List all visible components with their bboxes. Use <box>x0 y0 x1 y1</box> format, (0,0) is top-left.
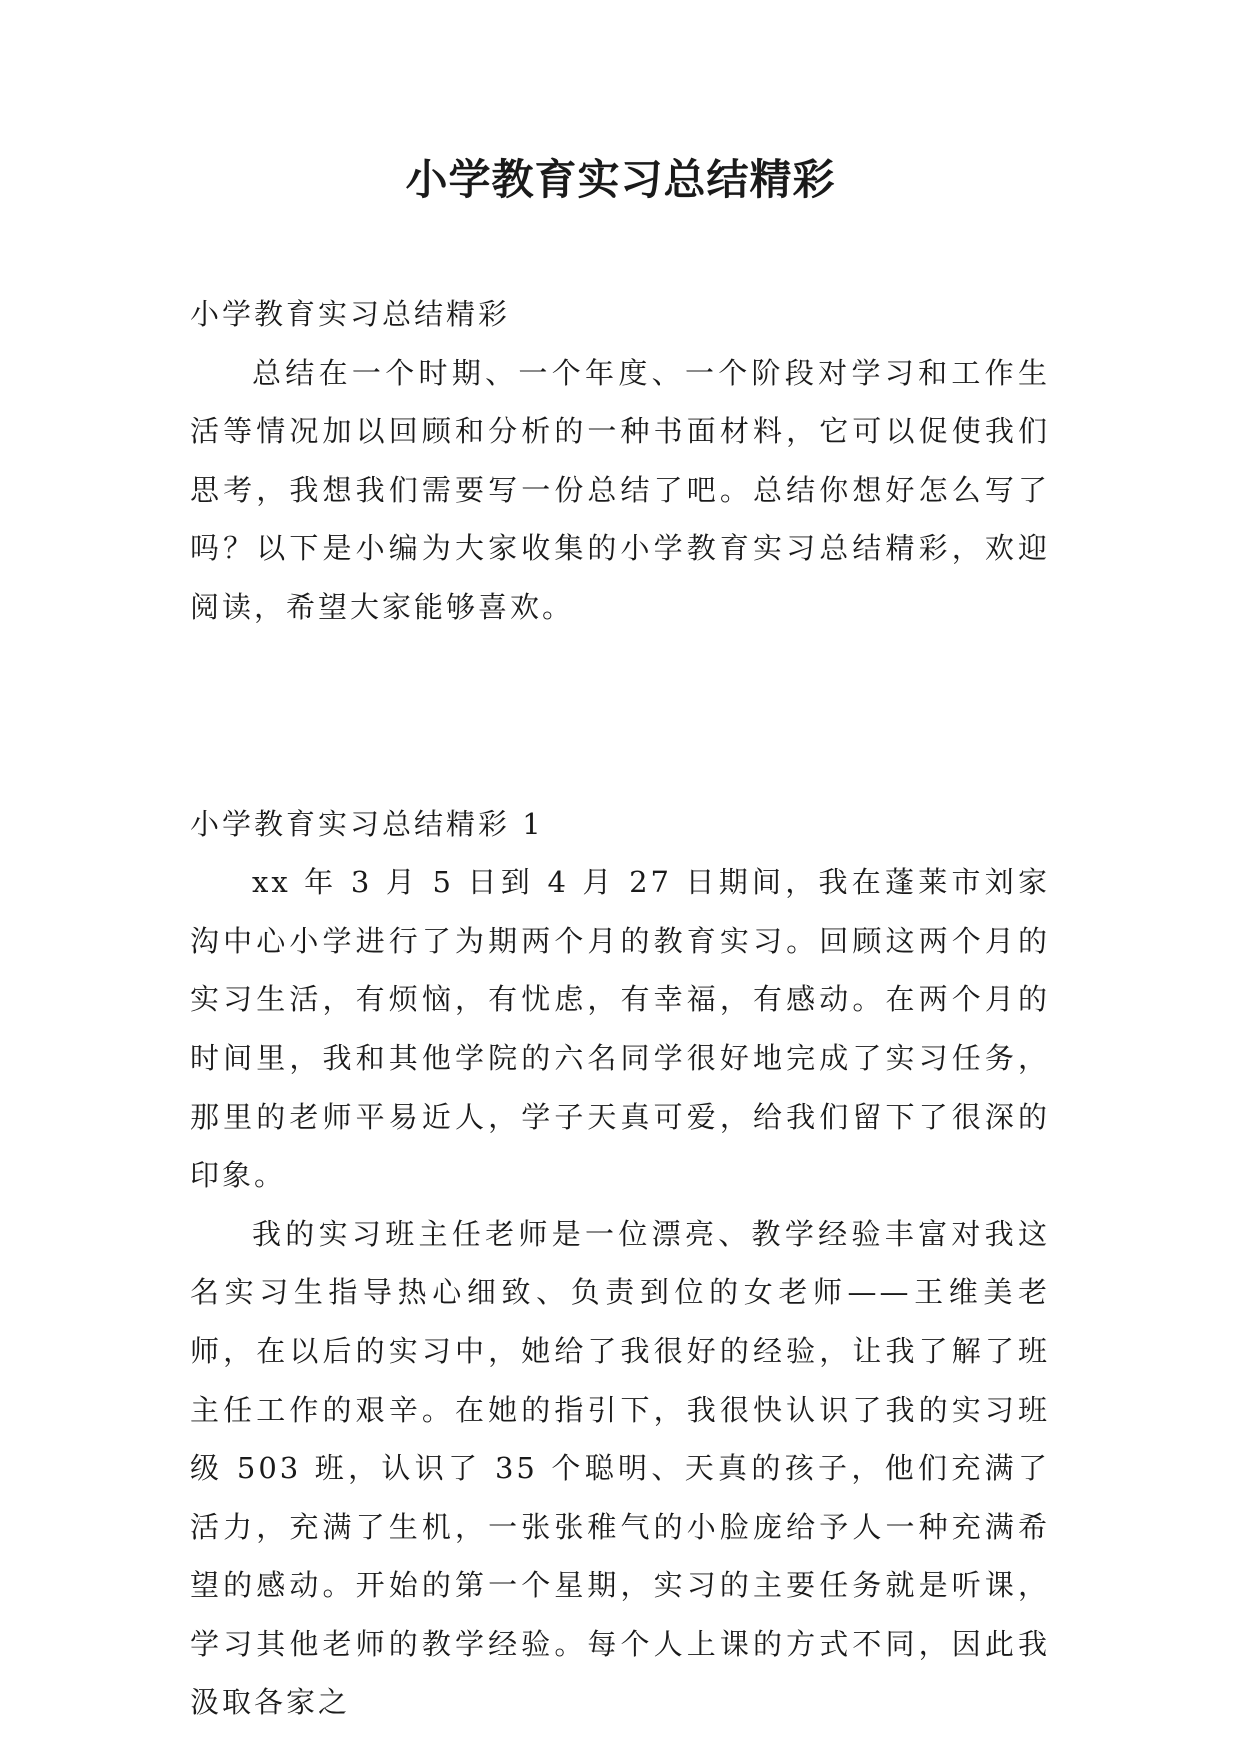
section-paragraph-2: 我的实习班主任老师是一位漂亮、教学经验丰富对我这名实习生指导热心细致、负责到位的女老师——王维美老师，在以后的实习中，她给了我很好的经验，让我了解了班主任工作的艰辛。在她的指引下，我很快认识了我的实习班级 503 班，认识了 35 个聪明、天真的孩子，他们充满了活力，充满了生机，一张张稚气的小脸庞给予人一种充满希望的感动。开始的第一个星期，实习的主要任务就是听课，学习其他老师的教学经验。每个人上课的方式不同，因此我汲取各家之 <box>190 1216 1050 1720</box>
document-body <box>190 285 1050 1732</box>
section-heading: 小学教育实习总结精彩 1 <box>190 806 544 841</box>
section-paragraph-1: xx 年 3 月 5 日到 4 月 27 日期间，我在蓬莱市刘家沟中心小学进行了为期两个月的教育实习。回顾这两个月的实习生活，有烦恼，有忧虑，有幸福，有感动。在两个月的时间里，我和其他学院的六名同学很好地完成了实习任务，那里的老师平易近人，学子天真可爱，给我们留下了很深的印象。 <box>190 865 1050 1193</box>
section-spacer <box>190 637 1050 795</box>
document-title: 小学教育实习总结精彩 <box>405 155 836 204</box>
intro-paragraph: 总结在一个时期、一个年度、一个阶段对学习和工作生活等情况加以回顾和分析的一种书面材料，它可以促使我们思考，我想我们需要写一份总结了吧。总结你想好怎么写了吗？以下是小编为大家收集的小学教育实习总结精彩，欢迎阅读，希望大家能够喜欢。 <box>190 355 1050 624</box>
intro-heading: 小学教育实习总结精彩 <box>190 297 511 331</box>
